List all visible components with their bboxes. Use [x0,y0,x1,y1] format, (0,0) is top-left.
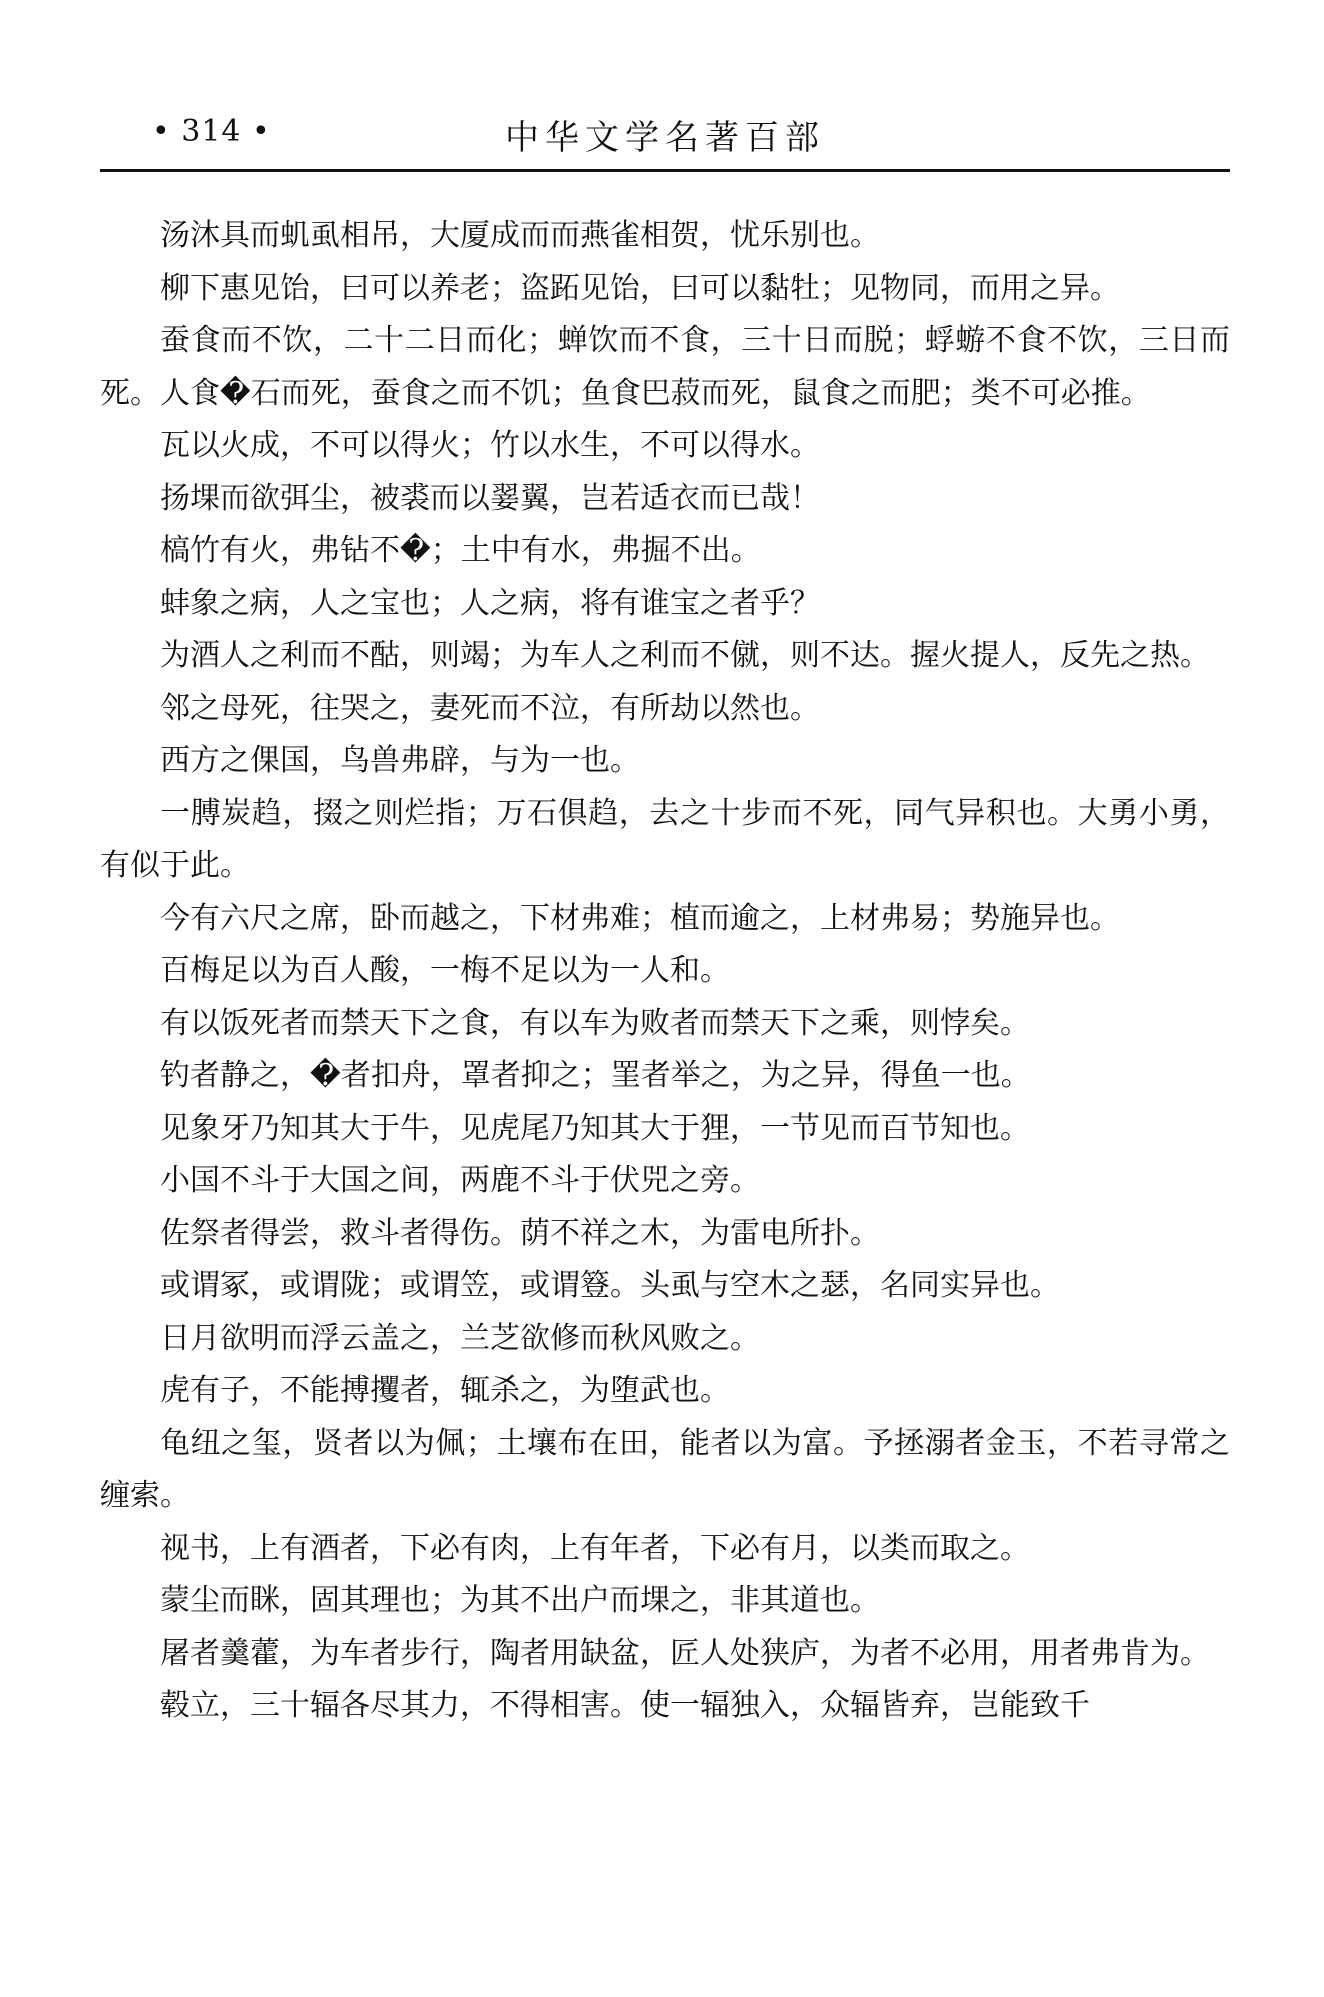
paragraph: 小国不斗于大国之间，两鹿不斗于伏兕之旁。 [160,1163,760,1198]
paragraph: 钓者静之，�者扣舟，罩者抑之；罣者举之，为之异，得鱼一也。 [160,1058,1031,1093]
paragraph: 槁竹有火，弗钻不�；土中有水，弗掘不出。 [160,533,761,568]
paragraph: 蚕食而不饮，二十二日而化；蝉饮而不食，三十日而脱；蜉蝣不食不饮，三日而死。人食�石而死，蚕食之而不饥；鱼食巴菽而死，鼠食之而肥；类不可必推。 [100,323,1230,411]
paragraph: 或谓冢，或谓陇；或谓笠，或谓簦。头虱与空木之瑟，名同实异也。 [160,1268,1060,1303]
paragraph: 视书，上有酒者，下必有肉，上有年者，下必有月，以类而取之。 [160,1530,1030,1566]
book-title: 中华文学名著百部 [505,118,825,158]
paragraph: 今有六尺之席，卧而越之，下材弗难；植而逾之，上材弗易；势施异也。 [160,900,1120,936]
paragraph: 见象牙乃知其大于牛，见虎尾乃知其大于狸，一节见而百节知也。 [160,1110,1030,1146]
paragraph: 虎有子，不能搏攫者，辄杀之，为堕武也。 [160,1373,730,1408]
page-header [100,100,1230,172]
paragraph: 百梅足以为百人酸，一梅不足以为一人和。 [160,953,730,988]
paragraph: 邻之母死，往哭之，妻死而不泣，有所劫以然也。 [160,690,820,726]
paragraph: 蒙尘而眯，固其理也；为其不出户而堁之，非其道也。 [160,1583,880,1618]
paragraph: 瓦以火成，不可以得火；竹以水生，不可以得水。 [160,428,820,463]
paragraph: 毂立，三十辐各尽其力，不得相害。使一辐独入，众辐皆弃，岂能致千 [160,1688,1090,1723]
page-body [100,210,1230,1733]
paragraph: 扬堁而欲弭尘，被裘而以翣翼，岂若适衣而已哉！ [160,480,820,516]
paragraph: 有以饭死者而禁天下之食，有以车为败者而禁天下之乘，则悖矣。 [160,1005,1030,1041]
page-number: • 314 • [152,114,271,149]
header-rule [100,169,1230,172]
paragraph: 一膊炭趋，掇之则烂指；万石俱趋，去之十步而不死，同气异积也。大勇小勇，有似于此。 [100,795,1230,883]
paragraph: 西方之倮国，鸟兽弗辟，与为一也。 [160,743,640,778]
paragraph: 柳下惠见饴，曰可以养老；盗跖见饴，曰可以黏牡；见物同，而用之异。 [160,270,1120,306]
paragraph: 龟纽之玺，贤者以为佩；土壤布在田，能者以为富。予拯溺者金玉，不若寻常之缠索。 [100,1425,1230,1513]
paragraph: 汤沐具而虮虱相吊，大厦成而而燕雀相贺，忧乐别也。 [160,218,880,253]
paragraph: 屠者羹藿，为车者步行，陶者用缺盆，匠人处狭庐，为者不必用，用者弗肯为。 [160,1635,1210,1671]
paragraph: 蚌象之病，人之宝也；人之病，将有谁宝之者乎？ [160,585,820,621]
paragraph: 佐祭者得尝，救斗者得伤。荫不祥之木，为雷电所扑。 [160,1215,880,1251]
paragraph: 为酒人之利而不酤，则竭；为车人之利而不僦，则不达。握火提人，反先之热。 [160,638,1210,673]
paragraph: 日月欲明而浮云盖之，兰芝欲修而秋风败之。 [160,1320,760,1356]
